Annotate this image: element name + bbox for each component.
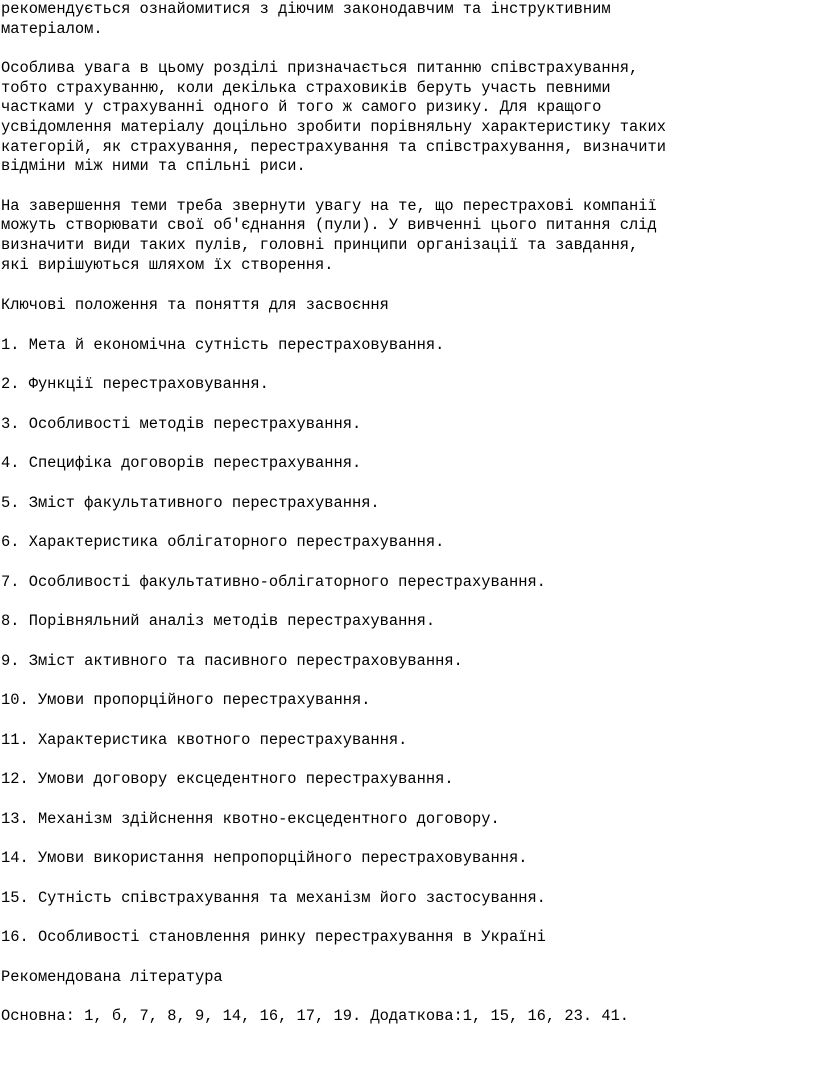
key-concept-item: 14. Умови використання непропорційного перестраховування.: [1, 849, 528, 868]
text-line: тобто страхуванню, коли декілька страховиків беруть участь певними: [1, 78, 611, 97]
document-page: [1, 0, 813, 1026]
text-line: частками у страхуванні одного й того ж самого ризику. Для кращого: [1, 98, 602, 117]
literature-references: Основна: 1, б, 7, 8, 9, 14, 16, 17, 19. Додаткова:1, 15, 16, 23. 41.: [1, 1007, 630, 1026]
text-line: Особлива увага в цьому розділі призначається питанню співстрахування,: [1, 59, 639, 78]
pools-paragraph: [1, 197, 813, 275]
key-concept-item: 2. Функції перестраховування.: [1, 375, 269, 394]
text-line: рекомендується ознайомитися з діючим законодавчим та інструктивним: [1, 0, 611, 18]
key-concept-item: 13. Механізм здійснення квотно-ексцедентного договору.: [1, 809, 500, 828]
key-concept-item: 4. Специфіка договорів перестрахування.: [1, 454, 362, 473]
key-concept-item: 9. Зміст активного та пасивного перестраховування.: [1, 651, 463, 670]
text-line: категорій, як страхування, перестрахування та співстрахування, визначити: [1, 137, 666, 156]
text-line: які вирішуються шляхом їх створення.: [1, 255, 334, 274]
text-line: На завершення теми треба звернути увагу на те, що перестрахові компанії: [1, 196, 657, 215]
key-concepts-heading: Ключові положення та поняття для засвоєння: [1, 296, 389, 315]
key-concept-item: 10. Умови пропорційного перестрахування.: [1, 691, 371, 710]
key-concept-item: 15. Сутність співстрахування та механізм його застосування.: [1, 888, 546, 907]
coinsurance-paragraph: [1, 59, 813, 177]
key-concept-item: 11. Характеристика квотного перестрахування.: [1, 730, 408, 749]
key-concept-item: 7. Особливості факультативно-облігаторного перестрахування.: [1, 572, 546, 591]
key-concept-item: 16. Особливості становлення ринку перестрахування в Україні: [1, 928, 546, 947]
key-concept-item: 12. Умови договору ексцедентного перестрахування.: [1, 770, 454, 789]
intro-tail-paragraph: [1, 0, 813, 39]
key-concept-item: 5. Зміст факультативного перестрахування.: [1, 493, 380, 512]
text-line: визначити види таких пулів, головні принципи організації та завдання,: [1, 235, 639, 254]
text-line: можуть створювати свої об'єднання (пули). У вивченні цього питання слід: [1, 216, 657, 235]
text-line: відміни між ними та спільні риси.: [1, 157, 306, 176]
text-line: матеріалом.: [1, 19, 103, 38]
key-concept-item: 6. Характеристика облігаторного перестрахування.: [1, 533, 445, 552]
key-concept-item: 3. Особливості методів перестрахування.: [1, 414, 362, 433]
text-line: усвідомлення матеріалу доцільно зробити порівняльну характеристику таких: [1, 117, 666, 136]
key-concept-item: 8. Порівняльний аналіз методів перестрахування.: [1, 612, 436, 631]
literature-heading: Рекомендована література: [1, 967, 223, 986]
key-concept-item: 1. Мета й економічна сутність перестраховування.: [1, 335, 445, 354]
key-concepts-list: [1, 315, 813, 947]
